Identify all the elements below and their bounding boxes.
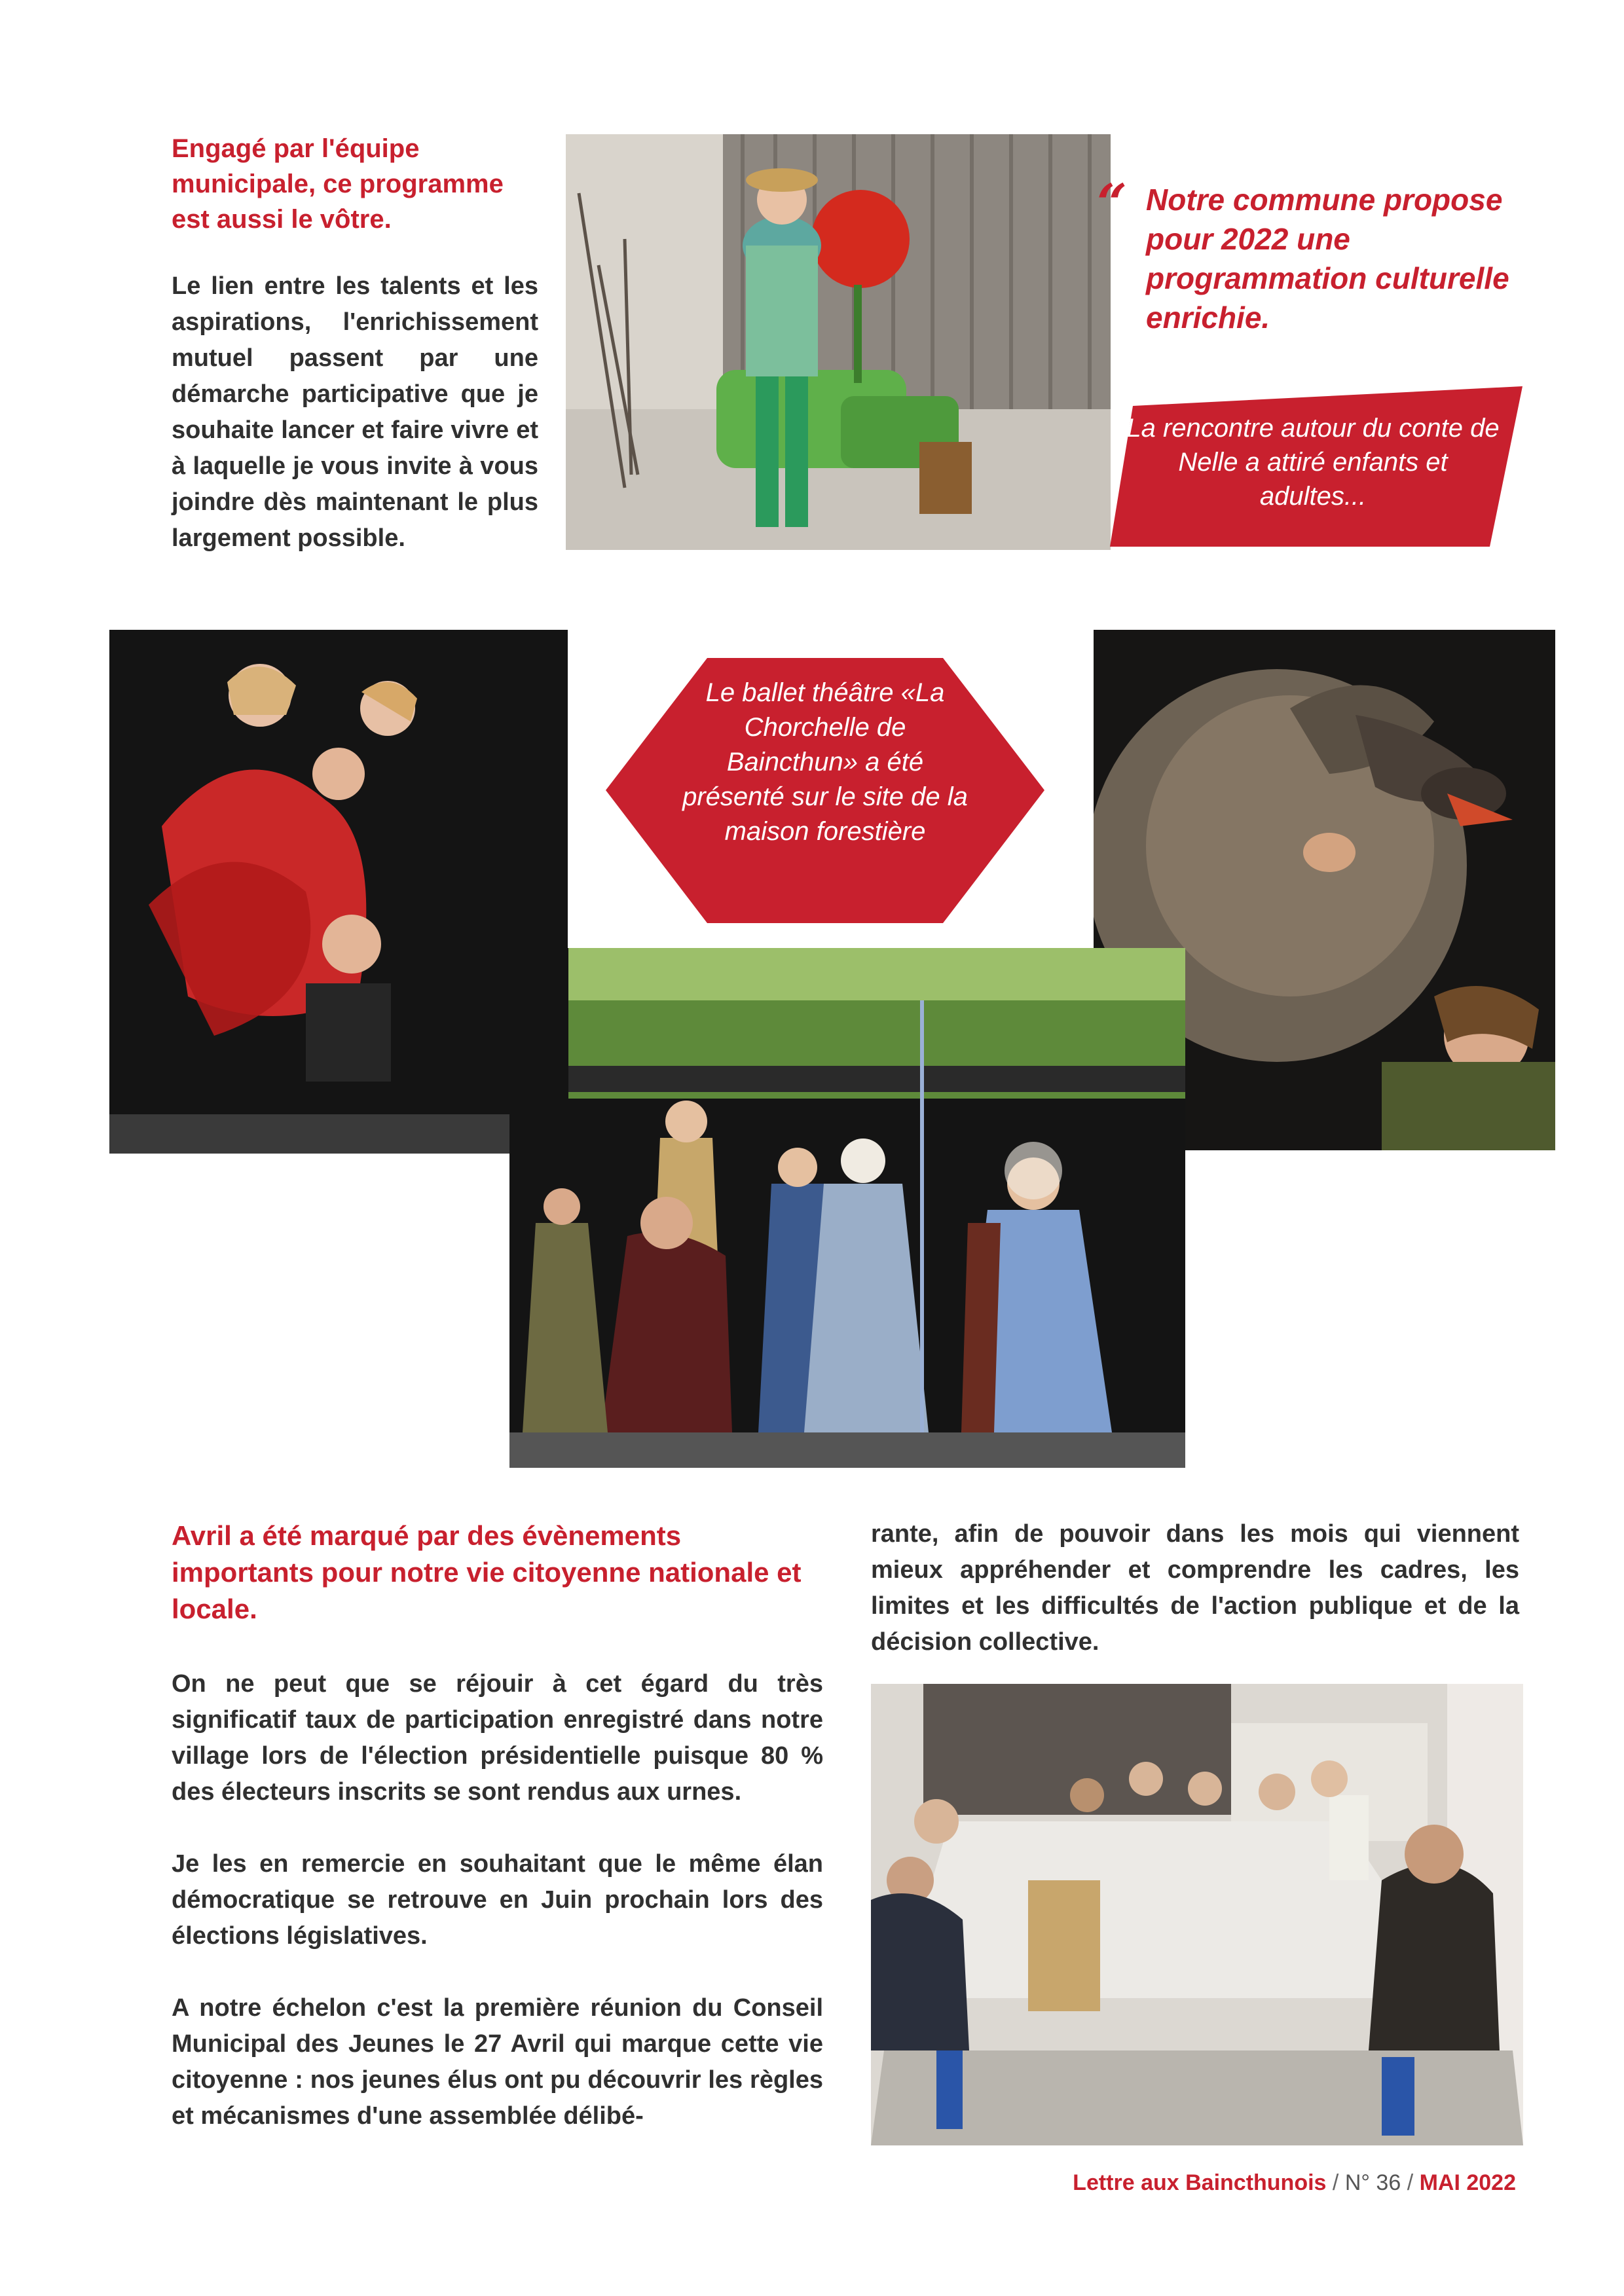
section2-column-left [172,1666,823,2170]
footer-publication: Lettre aux Baincthunois [1073,2170,1327,2195]
paragraph-continuation: rante, afin de pouvoir dans les mois qui viennent mieux appréhender et comprendre les cadres, les limites et les difficultés de l'action publique et de la décision collective. [871,1520,1519,1656]
photo-conte-nelle [566,134,1111,550]
caption-conte: La rencontre autour du conte de Nelle a attiré enfants et adultes... [1126,414,1500,511]
paragraph-legislatives: Je les en remercie en souhaitant que le même élan démocratique se retrouve en Juin prochain lors des élections législatives. [172,1850,823,1950]
photo-conseil-jeunes [871,1684,1523,2145]
footer-date: MAI 2022 [1419,2170,1516,2195]
photo-ballet-cast [509,948,1185,1468]
footer-issue: N° 36 [1344,2170,1401,2195]
section2-column-right [871,1516,1519,1696]
quote-mark-icon: “ [1097,172,1128,234]
quote-text: Notre commune propose pour 2022 une programmation culturelle enrichie. [1146,183,1509,335]
intro-paragraph-text: Le lien entre les talents et les aspirations, l'enrichissement mutuel passent par une démarche participative que je souhaite lancer et faire vivre et à laquelle je vous invite à vous joindre dès maintenant le plus largement possible. [172,272,538,552]
footer [1073,2170,1516,2196]
footer-separator: / [1332,2170,1339,2195]
caption-ballet: Le ballet théâtre «La Chorchelle de Baincthun» a été présenté sur le site de la maison forestière [682,678,968,846]
photo-ballet-dancers [109,630,568,1154]
pull-quote [1097,172,1513,337]
intro-heading: Engagé par l'équipe municipale, ce programme est aussi le vôtre. [172,134,504,234]
paragraph-participation: On ne peut que se réjouir à cet égard du très significatif taux de participation enregistré dans notre village lors de l'élection présidentielle puisque 80 % des électeurs inscrits se sont rendus aux urnes. [172,1670,823,1806]
paragraph-conseil-jeunes: A notre échelon c'est la première réunion du Conseil Municipal des Jeunes le 27 Avril qui marque cette vie citoyenne : nos jeunes élus ont pu découvrir les règles et mécanismes d'une assemblée délibé- [172,1994,823,2130]
footer-separator-2: / [1407,2170,1414,2195]
intro-paragraph [172,268,538,592]
section2-heading: Avril a été marqué par des évènements importants pour notre vie citoyenne nationale et locale. [172,1520,802,1624]
